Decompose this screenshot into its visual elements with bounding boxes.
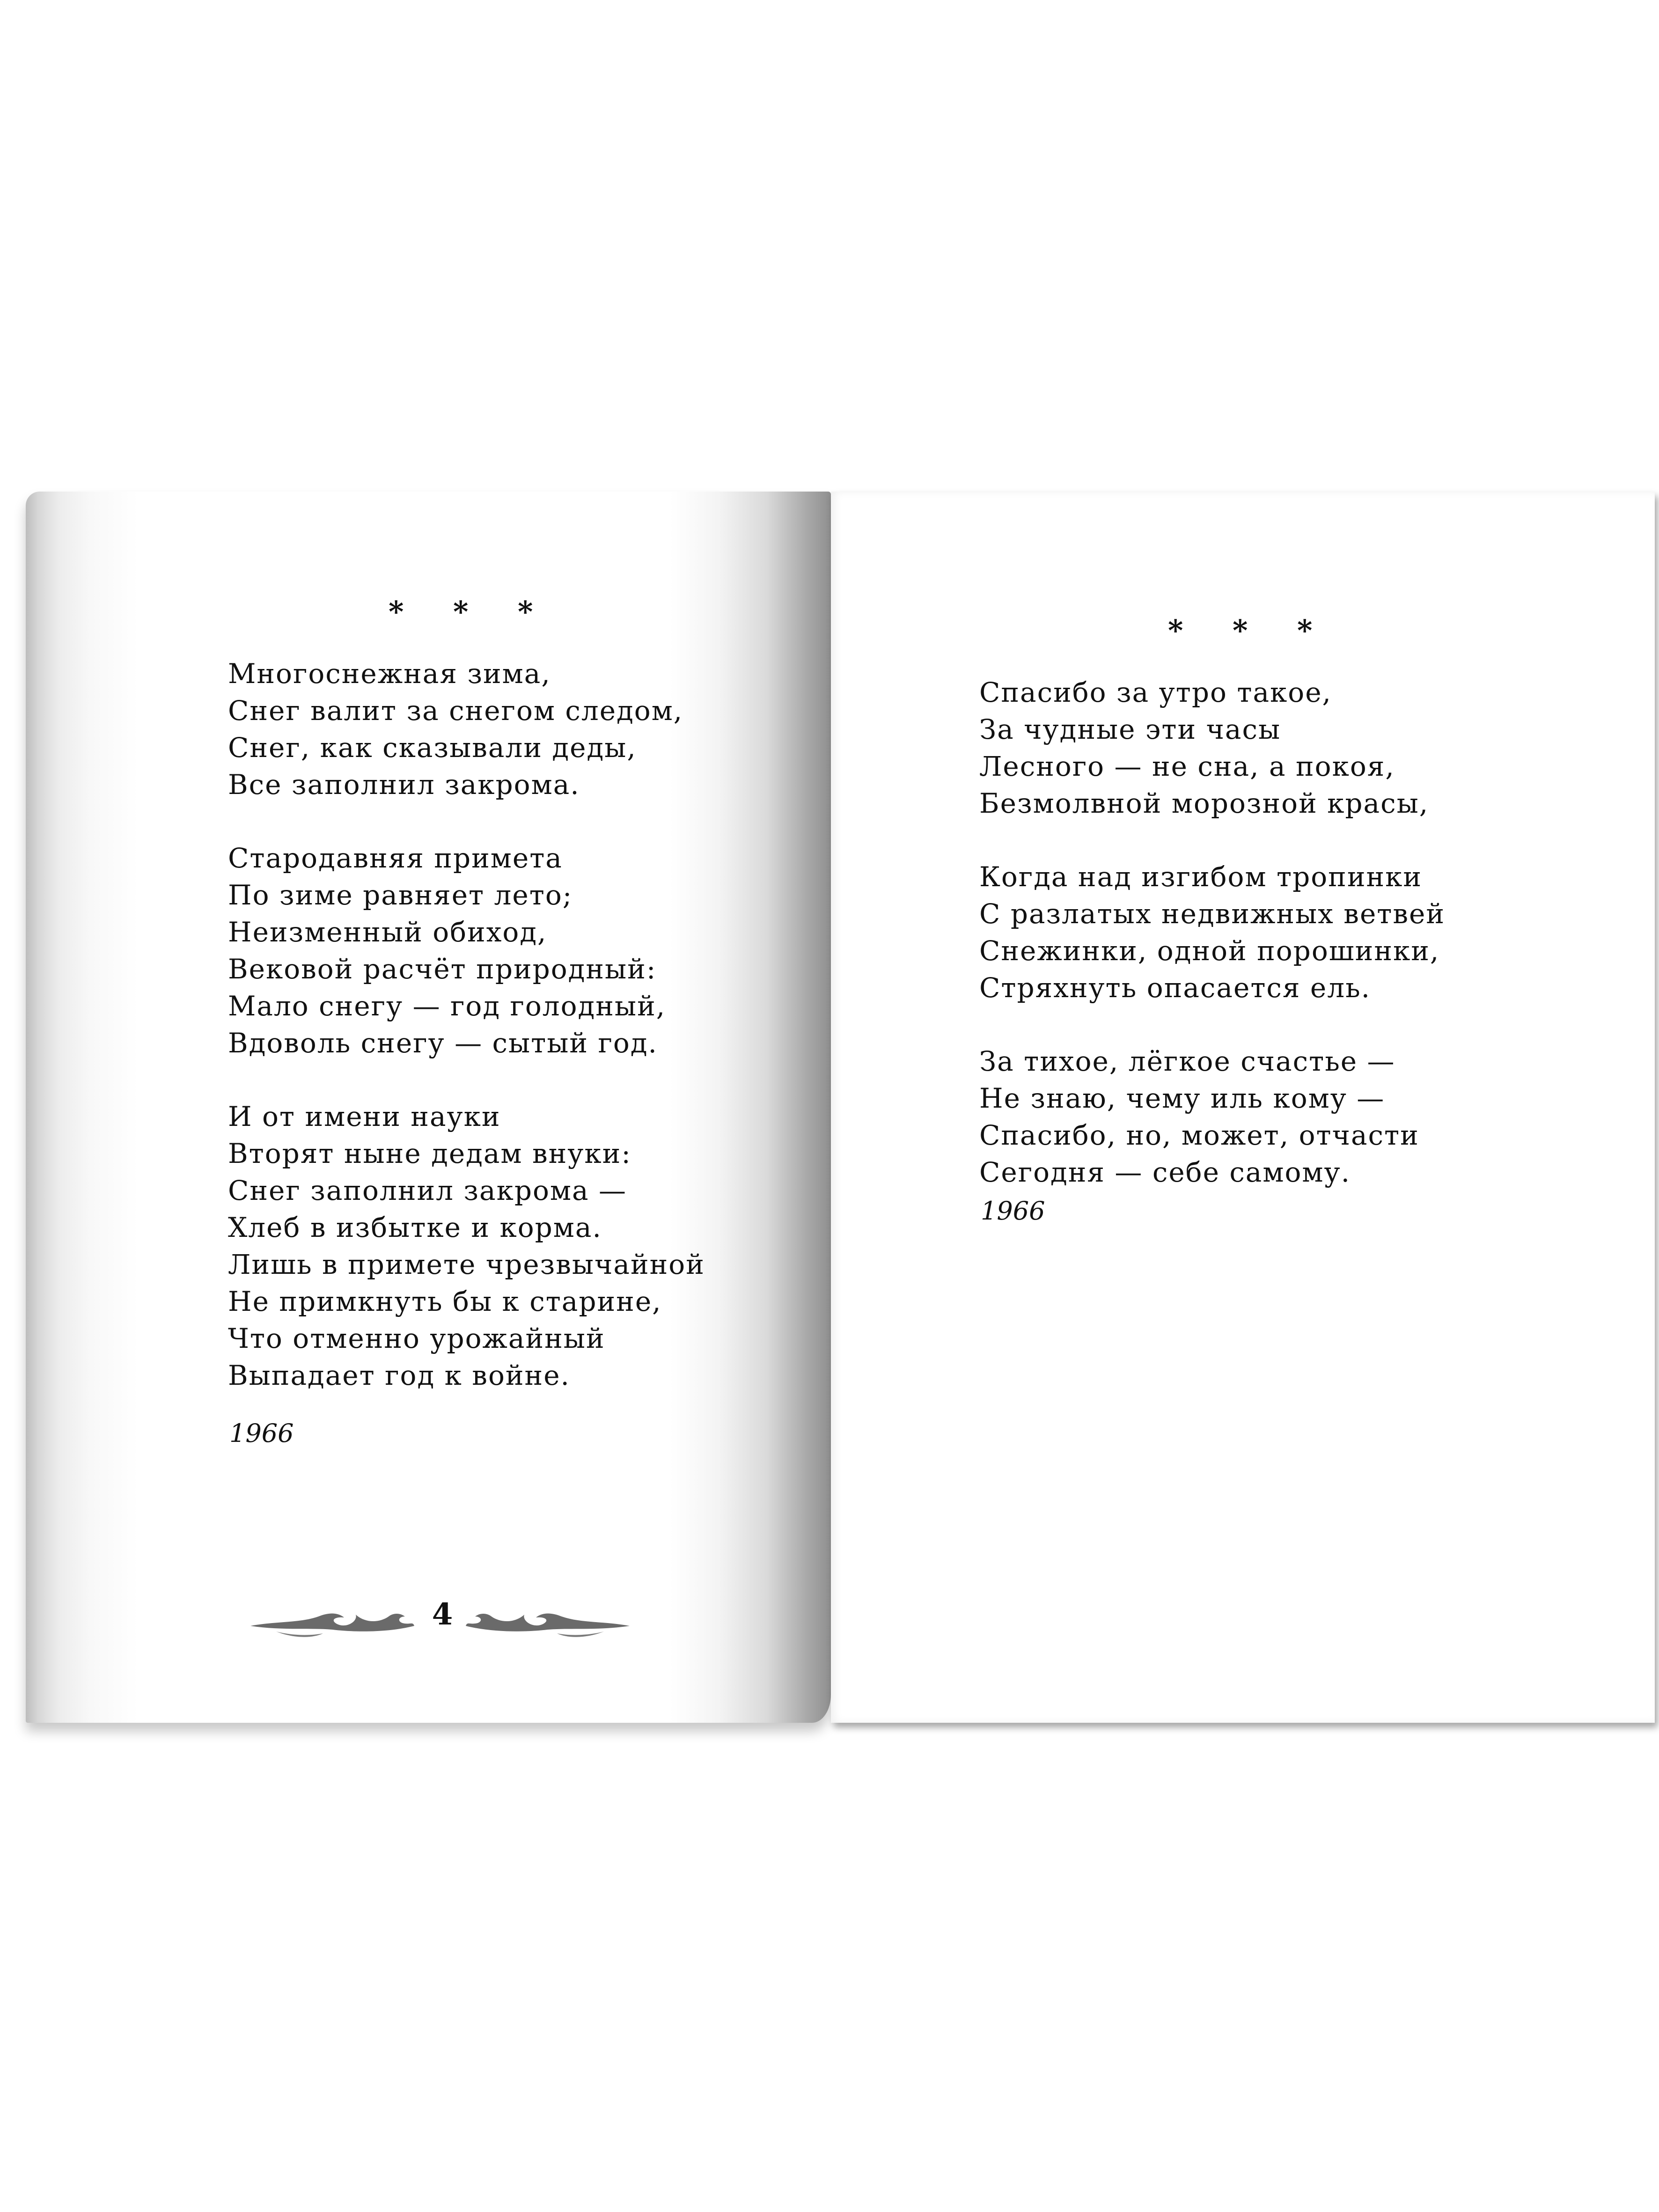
swirl-ornament-icon xyxy=(248,1602,417,1640)
poem-line: Многоснежная зима, xyxy=(228,658,551,690)
left-poem-year: 1966 xyxy=(229,1418,294,1448)
swirl-ornament-icon xyxy=(463,1602,632,1640)
poem-line: Вековой расчёт природный: xyxy=(228,953,657,985)
poem-line: С разлатых недвижных ветвей xyxy=(979,898,1445,930)
poem-line: Вдоволь снегу — сытый год. xyxy=(228,1027,658,1059)
poem-line: Снег валит за снегом следом, xyxy=(228,695,683,727)
right-stanza-3 xyxy=(979,1043,1445,1191)
poem-line: Снежинки, одной порошинки, xyxy=(979,935,1440,967)
poem-line: Все заполнил закрома. xyxy=(228,769,580,801)
poem-line: За тихое, лёгкое счастье — xyxy=(979,1045,1395,1077)
poem-line: Неизменный обиход, xyxy=(228,916,547,948)
poem-line: За чудные эти часы xyxy=(979,713,1281,745)
right-stanza-2 xyxy=(979,859,1445,1007)
left-section-divider: * * * xyxy=(389,595,553,629)
poem-line: По зиме равняет лето; xyxy=(228,879,573,911)
poem-line: Мало снегу — год голодный, xyxy=(228,990,666,1022)
right-poem xyxy=(979,674,1445,1227)
poem-line: Безмолвной морозной красы, xyxy=(979,787,1429,819)
poem-line: Сегодня — себе самому. xyxy=(979,1156,1351,1188)
right-stanza-1 xyxy=(979,674,1445,822)
poem-line: Хлеб в избытке и корма. xyxy=(228,1212,602,1243)
left-stanza-1 xyxy=(228,655,705,803)
poem-line: Снег заполнил закрома — xyxy=(228,1175,627,1206)
poem-line: Не примкнуть бы к старине, xyxy=(228,1286,662,1317)
page-footer xyxy=(248,1594,632,1646)
left-stanza-3 xyxy=(228,1098,705,1394)
poem-line: Выпадает год к войне. xyxy=(228,1360,570,1391)
right-poem-year: 1966 xyxy=(981,1196,1045,1226)
poem-line: Снег, как сказывали деды, xyxy=(228,732,637,764)
right-section-divider: * * * xyxy=(1168,613,1332,647)
page-number: 4 xyxy=(432,1597,453,1632)
poem-line: Стародавняя примета xyxy=(228,842,563,874)
poem-line: Лесного — не сна, а покоя, xyxy=(979,750,1395,782)
poem-line: Стряхнуть опасается ель. xyxy=(979,972,1371,1004)
poem-line: Не знаю, чему иль кому — xyxy=(979,1082,1385,1114)
poem-line: Спасибо, но, может, отчасти xyxy=(979,1119,1419,1151)
poem-line: Когда над изгибом тропинки xyxy=(979,861,1423,893)
poem-line: Спасибо за утро такое, xyxy=(979,676,1332,708)
poem-line: Что отменно урожайный xyxy=(228,1323,605,1354)
poem-line: Лишь в примете чрезвычайной xyxy=(228,1249,705,1280)
poem-line: И от имени науки xyxy=(228,1101,501,1132)
left-stanza-2 xyxy=(228,840,705,1062)
left-poem xyxy=(228,655,705,1431)
poem-line: Вторят ныне дедам внуки: xyxy=(228,1138,631,1169)
